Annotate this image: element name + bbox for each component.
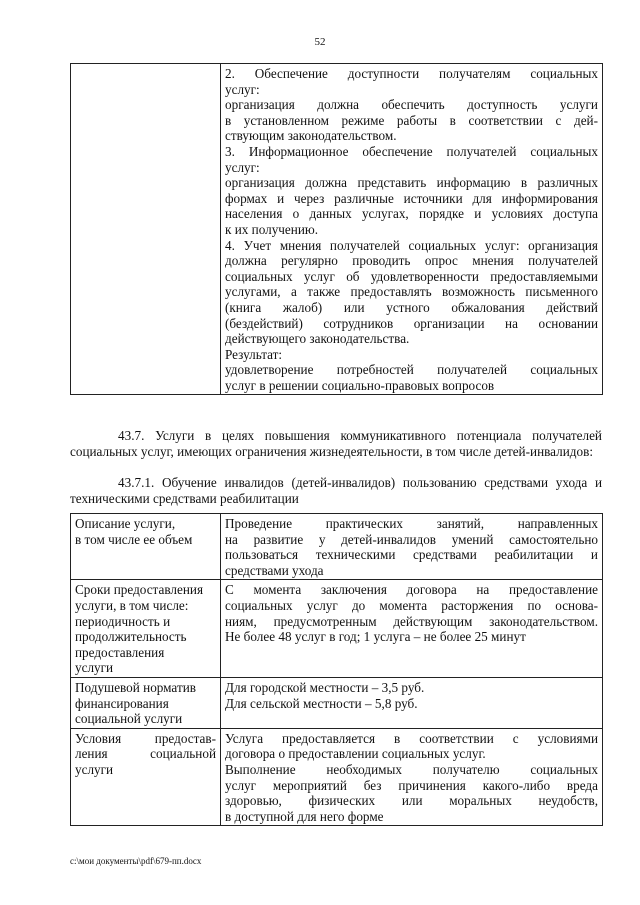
table-row	[71, 514, 603, 580]
text-line: на развитие у детей-инвалидов умений самостоятельно	[225, 531, 598, 547]
text-line: 2. Обеспечение доступности получателям социальных	[225, 66, 598, 81]
service-table	[70, 513, 603, 826]
text-line: Услуга предоставляется в соответствии с условиями	[225, 730, 598, 746]
table-cell-label	[71, 64, 221, 395]
text-line: формах и через различные источники для информирования	[225, 190, 598, 206]
text-line: здоровью, физических или моральных неудобств,	[225, 793, 598, 809]
label-line: периодичность и	[75, 613, 171, 629]
row-label	[71, 580, 221, 678]
label-line: услуги	[75, 761, 114, 777]
text-line: организация должна обеспечить доступность услуги	[225, 97, 598, 113]
text-line: услуг:	[225, 81, 260, 97]
row-value	[221, 580, 603, 678]
text-line: в доступной для него форме	[225, 808, 384, 824]
text-line: Для городской местности – 3,5 руб.	[225, 679, 425, 695]
label-line: социальной услуги	[75, 711, 183, 727]
label-line: предоставления	[75, 644, 165, 660]
row-label	[71, 514, 221, 580]
page-number: 52	[314, 36, 326, 48]
paragraph-43-7	[70, 428, 602, 459]
paragraph-43-7-1	[70, 475, 602, 506]
text-line: средствами ухода	[225, 562, 324, 578]
text-line: к их получению.	[225, 221, 319, 237]
text-line: услуг в решении социально-правовых вопросов	[225, 377, 495, 393]
text-line: 4. Учет мнения получателей социальных услуг: организация	[225, 237, 598, 253]
label-line: Условия предостав-	[75, 730, 216, 746]
row-value	[221, 677, 603, 728]
text-line: Для сельской местности – 5,8 руб.	[225, 695, 418, 711]
text-line: (книга жалоб) или устного обжалования действий	[225, 299, 598, 315]
text-line: Результат:	[225, 346, 283, 362]
text-line: Выполнение необходимых получателю социальных	[225, 761, 598, 777]
label-line: услуги	[75, 660, 114, 676]
label-line: услуги, в том числе:	[75, 597, 189, 613]
label-line: Сроки предоставления	[75, 582, 204, 598]
label-line: Подушевой норматив	[75, 679, 196, 695]
text-line: в установленном режиме работы в соответствии с дей-	[225, 112, 598, 128]
text-line: населения о данных услугах, порядке и условиях доступа	[225, 206, 598, 222]
text-line: услуг:	[225, 159, 260, 175]
table-cell-value	[221, 64, 603, 395]
label-line: ления социальной	[75, 746, 216, 762]
row-label	[71, 728, 221, 826]
row-value	[221, 514, 603, 580]
label-line: Описание услуги,	[75, 516, 176, 531]
text-line: социальных услуг об удовлетворенности предоставляемыми	[225, 268, 598, 284]
text-line: пользоваться техническими средствами реабилитации и	[225, 547, 598, 563]
text-line: ниям, предусмотренным действующим законодательством.	[225, 613, 598, 629]
text-line: организация должна представить информацию в различных	[225, 175, 598, 191]
text-line: услугами, а также предоставлять возможность письменного	[225, 284, 598, 300]
label-line: продолжительность	[75, 629, 187, 645]
table-row	[71, 64, 603, 395]
text-line: 3. Информационное обеспечение получателей социальных	[225, 143, 598, 159]
table-row	[71, 728, 603, 826]
row-value	[221, 728, 603, 826]
section-paragraph: 43.7. Услуги в целях повышения коммуникативного потенциала получателей социальных услуг, имеющих ограничения жизнедеятельности, в том числе детей-инвалидов:	[70, 428, 602, 459]
text-line: Не более 48 услуг в год; 1 услуга – не более 25 минут	[225, 629, 526, 645]
text-line: должна регулярно проводить опрос мнения получателей	[225, 253, 598, 269]
text-line: договора о предоставлении социальных услуг.	[225, 746, 486, 762]
row-label	[71, 677, 221, 728]
label-line: финансирования	[75, 695, 169, 711]
text-line: социальных услуг до момента расторжения по основа-	[225, 597, 598, 613]
text-line: удовлетворение потребностей получателей социальных	[225, 362, 598, 378]
table-row	[71, 580, 603, 678]
text-line: действующего законодательства.	[225, 331, 410, 347]
continuation-table	[70, 63, 603, 395]
text-line: С момента заключения договора на предоставление	[225, 582, 598, 598]
text-line: ствующим законодательством.	[225, 128, 397, 144]
label-line: в том числе ее объем	[75, 531, 193, 547]
file-path-footer: c:\мои документы\pdf\679-пп.docx	[70, 856, 202, 866]
text-line: услуг мероприятий без причинения какого-либо вреда	[225, 777, 598, 793]
table-row	[71, 677, 603, 728]
text-line: Проведение практических занятий, направленных	[225, 516, 598, 531]
subsection-paragraph: 43.7.1. Обучение инвалидов (детей-инвалидов) пользованию средствами ухода и техническими средствами реабилитации	[70, 475, 602, 506]
text-line: (бездействий) сотрудников организации на основании	[225, 315, 598, 331]
